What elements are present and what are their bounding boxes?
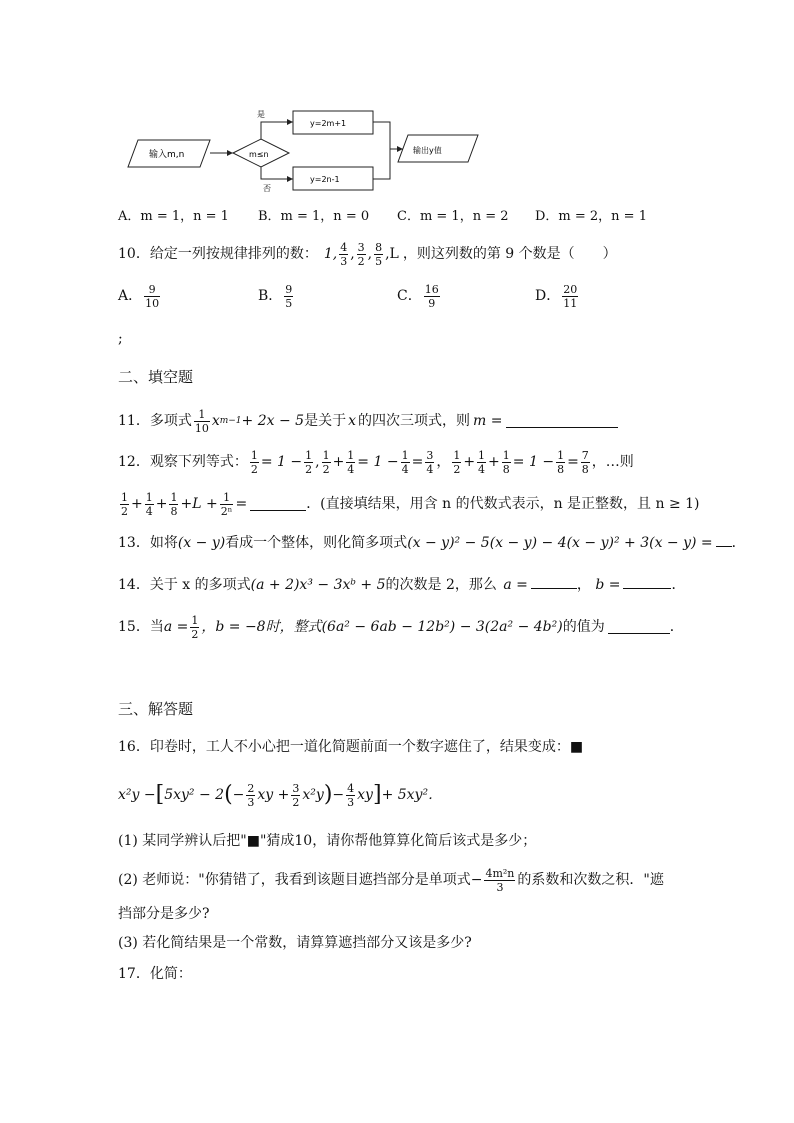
q9-option-d: D．m = 2，n = 1: [535, 209, 647, 224]
q15: 15．当 a = $\frac{1}{2}$ ，b = −8时，整式 (6a² − 6ab − 12b²) − 3(2a² − 4b²) 的值为 ．: [118, 613, 684, 641]
q13: 13．如将(x − y)看成一个整体，则化简多项式(x − y)² − 5(x − y) − 4(x − y)² + 3(x − y) = ．: [118, 535, 746, 551]
q16-part2-cont: 挡部分是多少?: [118, 906, 210, 922]
q10-option-d: D． $\frac{20}{11}$: [535, 282, 578, 310]
section2-title: 二、填空题: [118, 368, 194, 386]
q14: 14．关于 x 的多项式(a + 2)x³ − 3xᵇ + 5的次数是 2，那么 a = ， b = ．: [118, 577, 686, 593]
q16-stem: 16．印卷时，工人不小心把一道化简题前面一个数字遮住了，结果变成：■: [118, 739, 584, 755]
q10-seq-first: 1,: [323, 246, 338, 262]
yes-box-label: y=2m+1: [310, 119, 347, 128]
q9-option-b: B．m = 1，n = 0: [258, 209, 370, 224]
q16-part1: (1) 某同学辨认后把"■"猜成10，请你帮他算算化简后该式是多少；: [118, 833, 537, 849]
condition-label: m≤n: [249, 150, 269, 159]
q10-seq-frac-3: $\frac{8}{5}$: [375, 240, 383, 268]
q10-option-c: C． $\frac{16}{9}$: [397, 282, 439, 310]
section3-title: 三、解答题: [118, 700, 194, 718]
q11-frac: $\frac{1}{10}$: [194, 407, 209, 435]
q15-answer-blank: [608, 621, 670, 634]
q13-answer-blank: [716, 534, 732, 547]
no-label: 否: [263, 184, 271, 193]
q10-stem-start: 10．给定一列按规律排列的数：: [118, 246, 318, 262]
q14-b-blank: [623, 576, 671, 589]
q9-option-c: C．m = 1，n = 2: [397, 209, 509, 224]
stray-semicolon: ;: [118, 331, 123, 347]
q14-a-blank: [531, 576, 577, 589]
q17: 17．化简：: [118, 966, 192, 982]
q11: 11．多项式 $\frac{1}{10}$ x m−1 + 2x − 5 是关于 x 的四次三项式，则 m =: [118, 403, 618, 439]
flowchart-diagram: [118, 100, 488, 200]
q10-seq-frac-2: $\frac{3}{2}$: [357, 240, 365, 268]
yes-label: 是: [257, 110, 265, 119]
q12-answer-blank: [250, 498, 306, 511]
q16-expression: x²y − [ 5xy² − 2 ( − $\frac{2}{3}$ xy + $\frac{3}{2}$ x²y ) − $\frac{4}{3}$ xy ] + 5xy²．: [118, 781, 443, 809]
q10-stem-end: ，则这列数的第 9 个数是（ ）: [402, 246, 617, 262]
q9-option-a: A．m = 1，n = 1: [118, 209, 229, 224]
q12-line2: $\frac{1}{2}$ + $\frac{1}{4}$ + $\frac{1}{8}$ +L + $\frac{1}{\text{2ⁿ}}$ = ．(直接填结果，用含 n 的代数式表示，n 是正整数，且 n ≥ 1): [121, 490, 700, 518]
q10-option-a: A． $\frac{9}{10}$: [118, 282, 160, 310]
q10-stem: 10．给定一列按规律排列的数： 1, $\frac{4}{3}$ , $\frac{3}{2}$ , $\frac{8}{5}$ ,L ，则这列数的第 9 个数是（ ）: [118, 240, 617, 268]
q16-part2: (2) 老师说："你猜错了，我看到该题目遮挡部分是单项式 − $\frac{\text{4m²n}}{3}$ 的系数和次数之积．"遮: [118, 866, 664, 894]
q11-answer-blank: [506, 415, 618, 428]
q10-seq-frac-1: $\frac{4}{3}$: [340, 240, 348, 268]
q10-option-b: B． $\frac{9}{5}$: [258, 282, 293, 310]
no-box-label: y=2n-1: [310, 175, 340, 184]
q10-seq-tail: ,L: [385, 246, 399, 262]
q12-line1: 12．观察下列等式： $\frac{1}{2}$ = 1 − $\frac{1}{2}$ , $\frac{1}{2}$ + $\frac{1}{4}$ = 1 − $\frac{1}{4}$ = $\frac{3}{4}$ ， $\frac{1}{2}$ + $\frac{1}{4}$ + $\frac{1}{8}$ = 1 − $\frac{1}{8}$ = $\frac{7}{8}$ ，…则: [118, 448, 634, 476]
output-label: 输出y值: [413, 146, 442, 155]
q16-part3: (3) 若化简结果是一个常数，请算算遮挡部分又该是多少?: [118, 935, 472, 951]
input-label: 输入m,n: [149, 150, 185, 160]
